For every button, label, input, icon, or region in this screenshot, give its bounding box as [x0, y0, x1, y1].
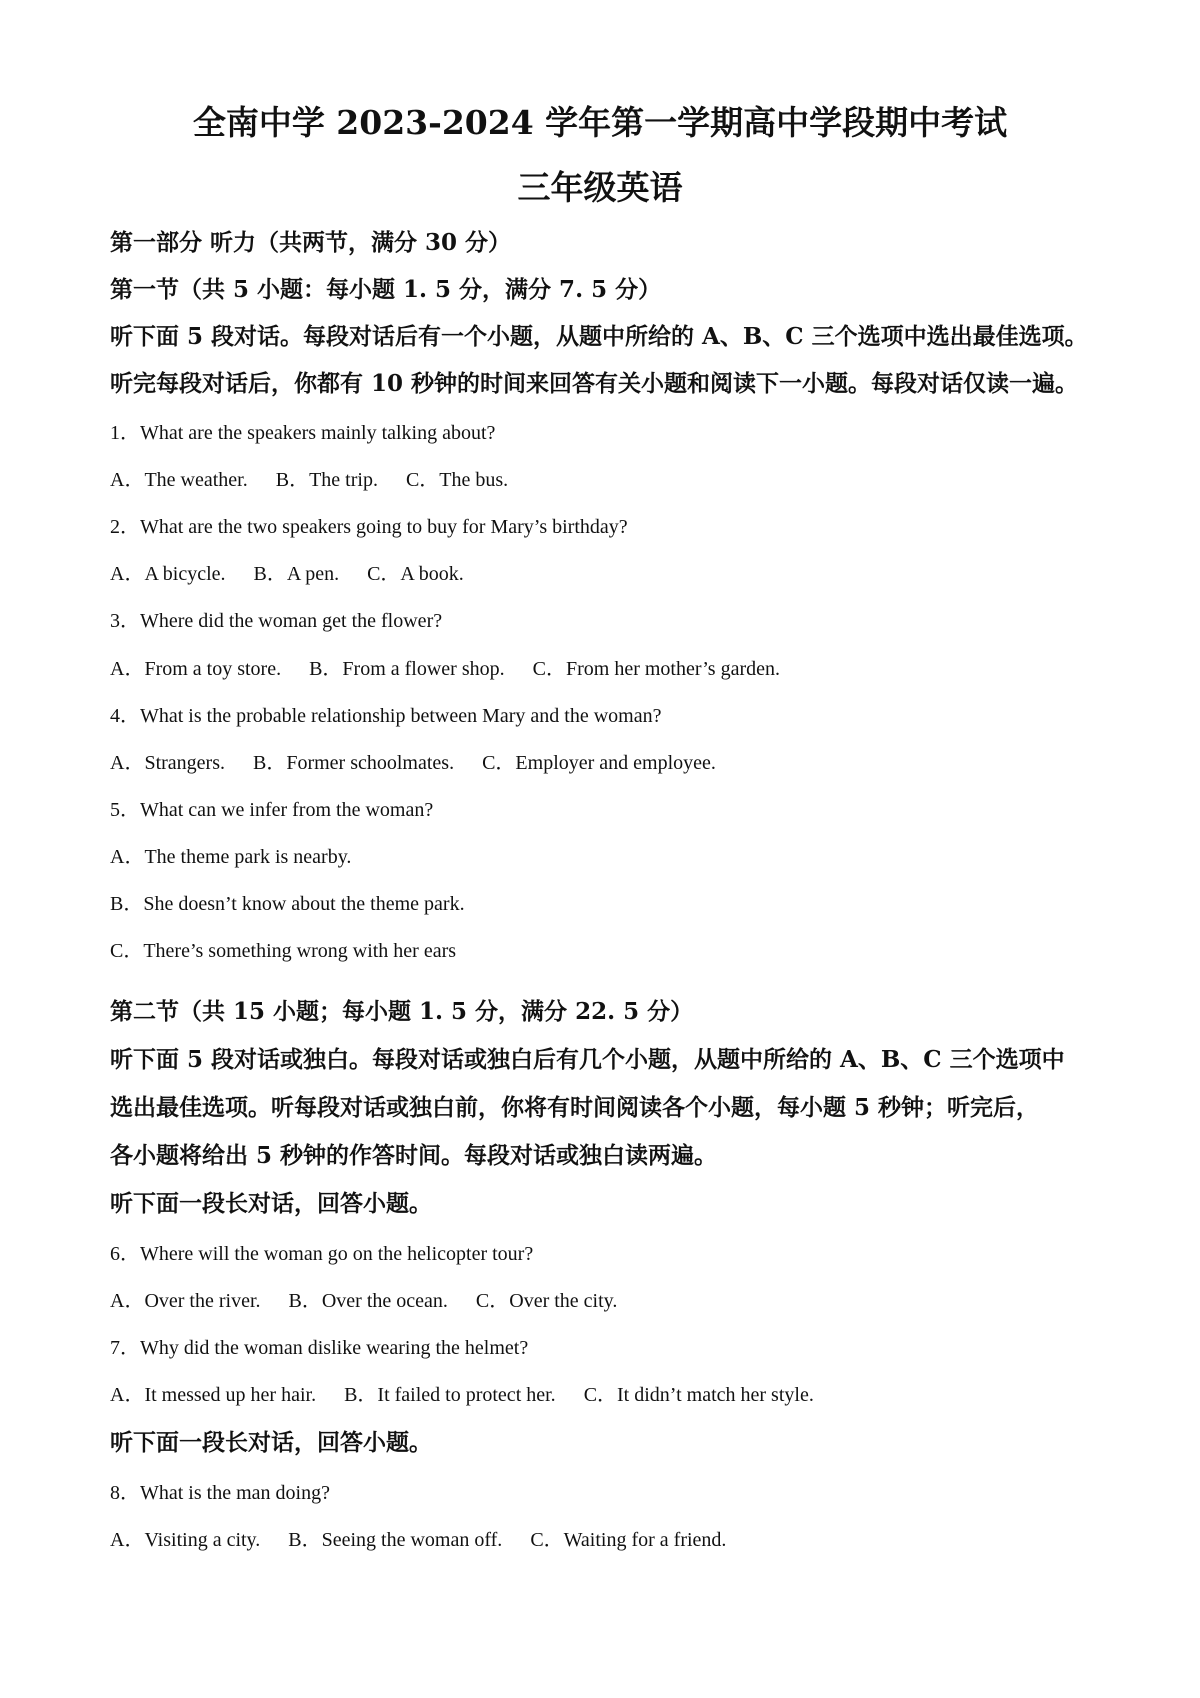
part1-heading: 第一部分 听力（共两节，满分 30 分）	[110, 229, 512, 256]
option-c: C．Waiting for a friend.	[530, 1529, 727, 1551]
section2-instruction-line-1: 听下面 5 段对话或独白。每段对话或独白后有几个小题，从题中所给的 A、B、C 三个选项中	[110, 1046, 1065, 1073]
question-5: 5．What can we infer from the woman?	[110, 799, 434, 821]
question-8-options	[110, 1527, 754, 1553]
listen-prompt-1: 听下面一段长对话，回答小题。	[110, 1190, 432, 1217]
question-7: 7．Why did the woman dislike wearing the helmet?	[110, 1337, 529, 1359]
question-5-option-a: A．The theme park is nearby.	[110, 846, 352, 868]
question-4: 4．What is the probable relationship between Mary and the woman?	[110, 705, 662, 727]
exam-title: 全南中学 2023-2024 学年第一学期高中学段期中考试	[192, 103, 1008, 142]
option-b: B．A pen.	[253, 563, 340, 585]
question-1: 1．What are the speakers mainly talking about?	[110, 422, 496, 444]
option-b: B．Former schoolmates.	[252, 752, 455, 774]
question-2: 2．What are the two speakers going to buy for Mary’s birthday?	[110, 516, 628, 538]
option-b: B．Over the ocean.	[288, 1290, 448, 1312]
question-5-option-c: C．There’s something wrong with her ears	[110, 940, 457, 962]
option-c: C．Over the city.	[475, 1290, 618, 1312]
option-b: B．The trip.	[275, 469, 378, 491]
option-c: C．The bus.	[405, 469, 509, 491]
question-3: 3．Where did the woman get the flower?	[110, 610, 443, 632]
question-7-options	[110, 1382, 842, 1408]
question-1-options	[110, 467, 536, 493]
option-b: B．Seeing the woman off.	[288, 1529, 503, 1551]
question-4-options	[110, 750, 744, 776]
section2-instruction-line-2: 选出最佳选项。听每段对话或独白前，你将有时间阅读各个小题，每小题 5 秒钟；听完后，	[110, 1094, 1040, 1121]
question-6: 6．Where will the woman go on the helicopter tour?	[110, 1243, 534, 1265]
question-8: 8．What is the man doing?	[110, 1482, 330, 1504]
option-b: B．It failed to protect her.	[344, 1384, 556, 1406]
question-2-options	[110, 561, 492, 587]
option-a: A．It messed up her hair.	[110, 1384, 317, 1406]
option-a: A．From a toy store.	[110, 658, 282, 680]
section1-heading: 第一节（共 5 小题：每小题 1. 5 分，满分 7. 5 分）	[110, 276, 662, 303]
option-c: C．From her mother’s garden.	[532, 658, 781, 680]
question-6-options	[110, 1288, 645, 1314]
section2-instruction-line-3: 各小题将给出 5 秒钟的作答时间。每段对话或独白读两遍。	[110, 1142, 718, 1169]
section2-heading: 第二节（共 15 小题；每小题 1. 5 分，满分 22. 5 分）	[110, 998, 694, 1025]
exam-subject-title: 三年级英语	[517, 168, 683, 207]
option-c: C．A book.	[367, 563, 464, 585]
listen-prompt-2: 听下面一段长对话，回答小题。	[110, 1429, 432, 1456]
option-c: C．Employer and employee.	[482, 752, 716, 774]
option-b: B．From a flower shop.	[309, 658, 505, 680]
option-a: A．The weather.	[110, 469, 248, 491]
question-3-options	[110, 656, 808, 682]
option-a: A．Visiting a city.	[110, 1529, 261, 1551]
question-5-option-b: B．She doesn’t know about the theme park.	[110, 893, 465, 915]
option-a: A．Strangers.	[110, 752, 225, 774]
section1-instruction-line-1: 听下面 5 段对话。每段对话后有一个小题，从题中所给的 A、B、C 三个选项中选出最佳选项。	[110, 323, 1088, 350]
option-a: A．Over the river.	[110, 1290, 261, 1312]
option-c: C．It didn’t match her style.	[583, 1384, 814, 1406]
section1-instruction-line-2: 听完每段对话后，你都有 10 秒钟的时间来回答有关小题和阅读下一小题。每段对话仅读一遍。	[110, 370, 1079, 397]
option-a: A．A bicycle.	[110, 563, 226, 585]
